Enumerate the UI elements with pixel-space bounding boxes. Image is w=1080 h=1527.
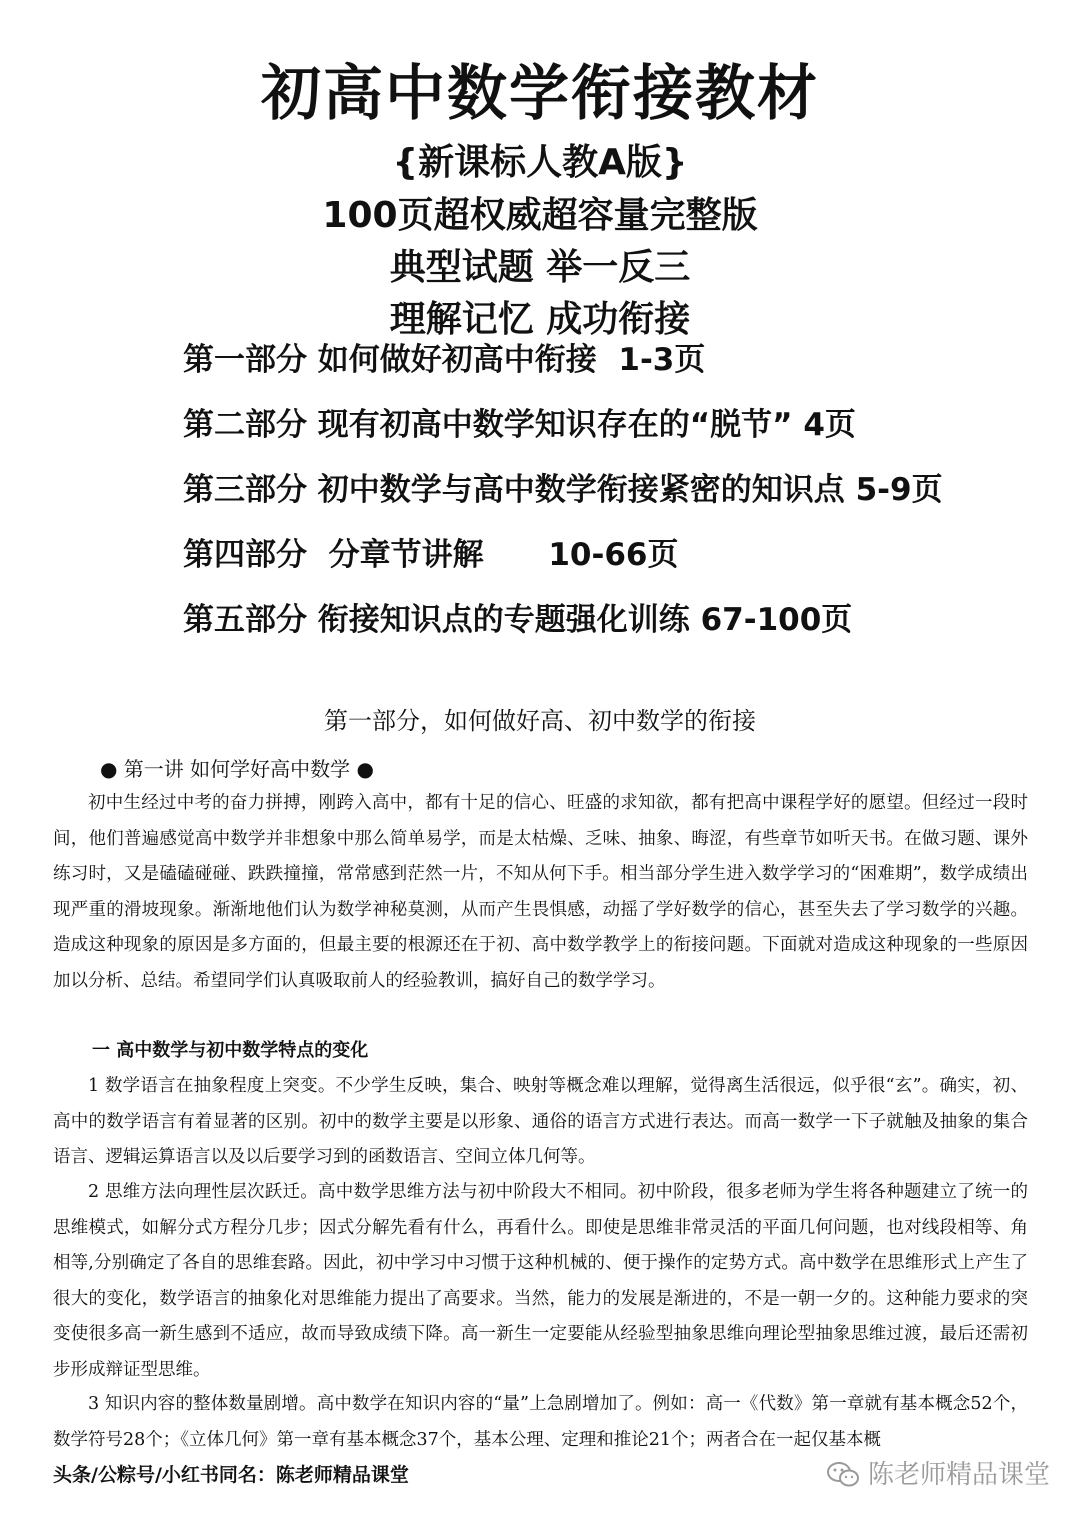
toc-item-5: 第五部分 衔接知识点的专题强化训练 67-100页	[183, 602, 853, 638]
intro-paragraph: 初中生经过中考的奋力拼搏，刚跨入高中，都有十足的信心、旺盛的求知欲，都有把高中课程学好的愿望。但经过一段时间，他们普遍感觉高中数学并非想象中那么简单易学，而是太枯燥、乏味、抽象、晦涩，有些章节如听天书。在做习题、课外练习时，又是磕磕碰碰、跌跌撞撞，常常感到茫然一片，不知从何下手。相当部分学生进入数学学习的“困难期”，数学成绩出现严重的滑坡现象。渐渐地他们认为数学神秘莫测，从而产生畏惧感，动摇了学好数学的信心，甚至失去了学习数学的兴趣。造成这种现象的原因是多方面的，但最主要的根源还在于初、高中数学教学上的衔接问题。下面就对造成这种现象的一些原因加以分析、总结。希望同学们认真吸取前人的经验教训，搞好自己的数学学习。	[53, 793, 1028, 991]
slogan-line-1: 典型试题 举一反三	[389, 247, 691, 288]
toc-item-3: 第三部分 初中数学与高中数学衔接紧密的知识点 5-9页	[183, 472, 943, 508]
pages-subtitle: 100页超权威超容量完整版	[322, 195, 758, 236]
footer-credit: 头条/公粽号/小红书同名：陈老师精品课堂	[53, 1464, 409, 1486]
watermark-text: 陈老师精品课堂	[867, 1460, 1050, 1490]
point-1-paragraph: 1 数学语言在抽象程度上突变。不少学生反映，集合、映射等概念难以理解，觉得离生活很远，似乎很“玄”。确实，初、高中的数学语言有着显著的区别。初中的数学主要是以形象、通俗的语言方式进行表达。而高一数学一下子就触及抽象的集合语言、逻辑运算语言以及以后要学习到的函数语言、空间立体几何等。	[53, 1076, 1028, 1168]
slogan-line-2: 理解记忆 成功衔接	[389, 299, 691, 340]
toc-item-2: 第二部分 现有初高中数学知识存在的“脱节” 4页	[183, 407, 856, 443]
toc-item-1: 第一部分 如何做好初高中衔接 1-3页	[183, 342, 706, 378]
lecture-title: ● 第一讲 如何学好高中数学 ●	[100, 757, 374, 781]
watermark	[826, 1458, 1050, 1492]
point-2-paragraph: 2 思维方法向理性层次跃迁。高中数学思维方法与初中阶段大不相同。初中阶段，很多老师为学生将各种题建立了统一的思维模式，如解分式方程分几步；因式分解先看有什么，再看什么。即使是思维非常灵活的平面几何问题，也对线段相等、角相等,分别确定了各自的思维套路。因此，初中学习中习惯于这种机械的、便于操作的定势方式。高中数学在思维形式上产生了很大的变化，数学语言的抽象化对思维能力提出了高要求。当然，能力的发展是渐进的，不是一朝一夕的。这种能力要求的突变使很多高一新生感到不适应，故而导致成绩下降。高一新生一定要能从经验型抽象思维向理论型抽象思维过渡，最后还需初步形成辩证型思维。	[53, 1182, 1028, 1380]
section-heading: 第一部分，如何做好高、初中数学的衔接	[324, 707, 756, 735]
wechat-icon	[826, 1461, 860, 1489]
toc-item-4: 第四部分 分章节讲解 10-66页	[183, 537, 679, 573]
doc-title: 初高中数学衔接教材	[261, 59, 819, 129]
edition-subtitle: {新课标人教A版}	[392, 142, 688, 183]
point-3-paragraph: 3 知识内容的整体数量剧增。高中数学在知识内容的“量”上急剧增加了。例如：高一《代数》第一章就有基本概念52个，数学符号28个；《立体几何》第一章有基本概念37个，基本公理、定理和推论21个；两者合在一起仅基本概	[53, 1394, 1028, 1450]
subheading-changes: 一 高中数学与初中数学特点的变化	[92, 1040, 369, 1061]
